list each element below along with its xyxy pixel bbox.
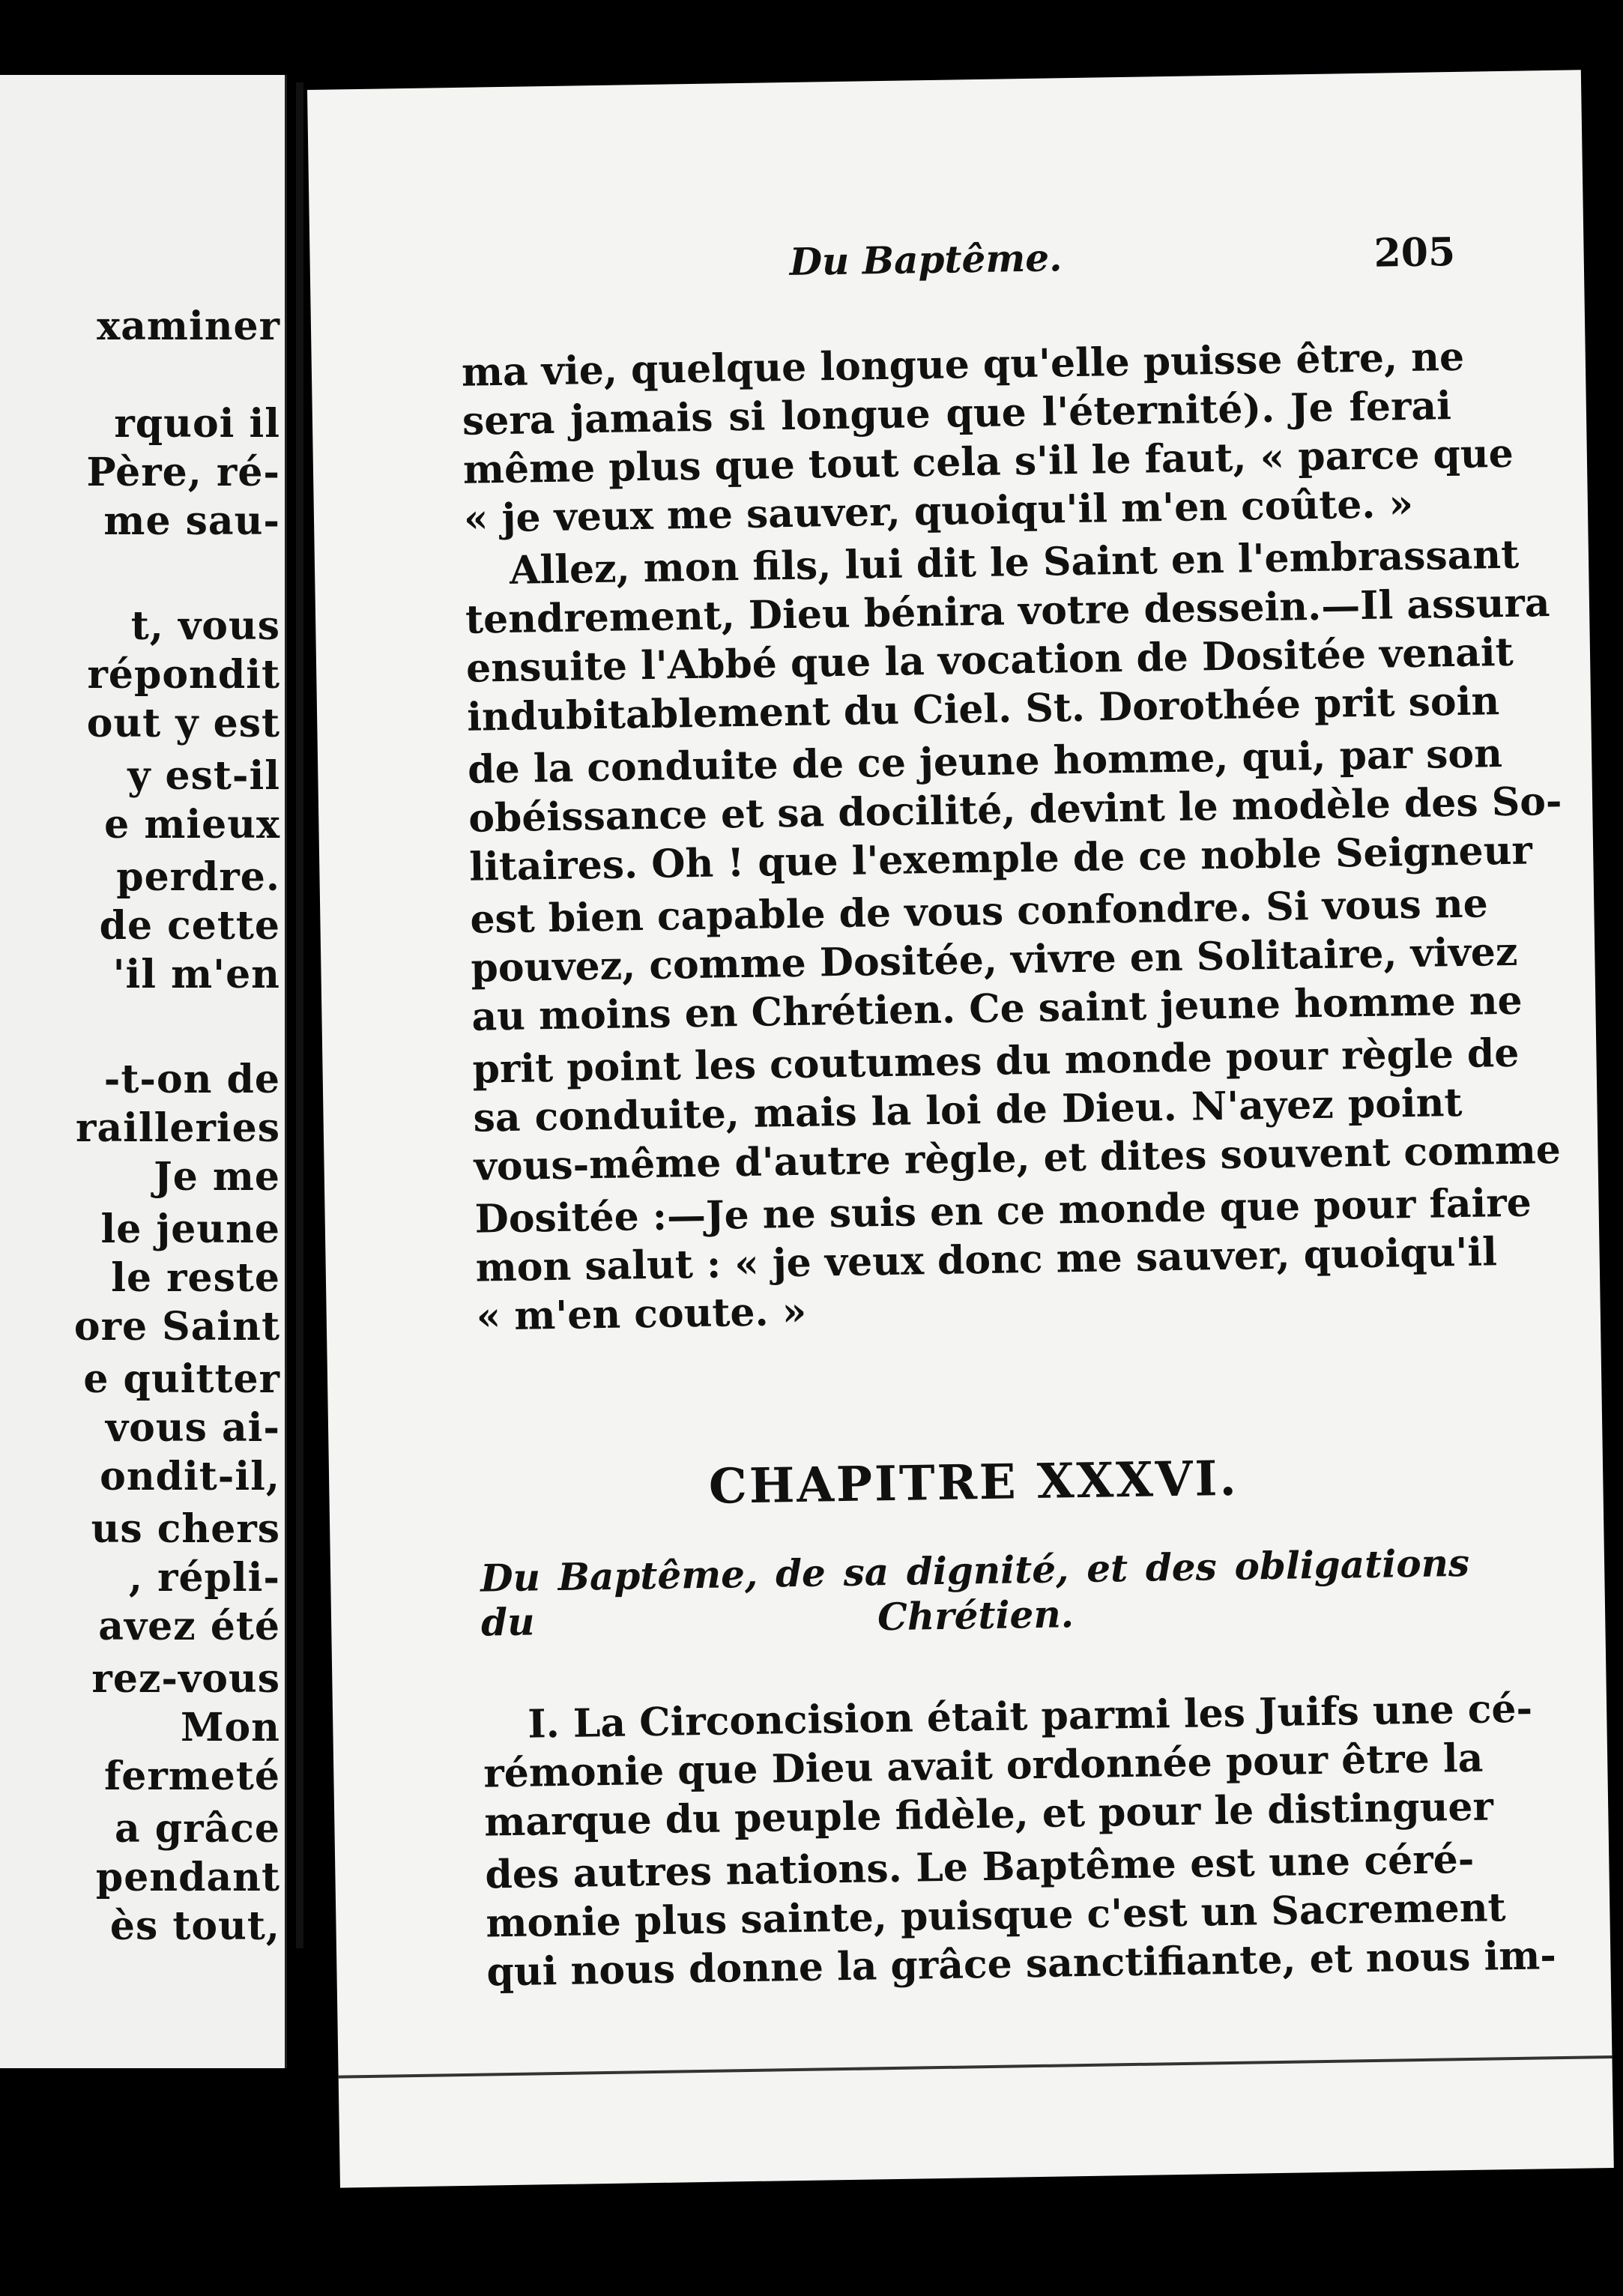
chapter-subtitle: Du Baptême, de sa dignité, et des obligations du — [480, 1540, 1470, 1645]
paragraph-line: sa conduite, mais la loi de Dieu. N'ayez point — [473, 1079, 1463, 1141]
paragraph-line: est bien capable de vous confondre. Si vous ne — [469, 880, 1489, 943]
paragraph-line: mon salut : « je veux donc me sauver, quoiqu'il — [475, 1229, 1498, 1291]
gutter-line — [296, 82, 303, 1948]
left-line: out y est — [86, 701, 280, 746]
bottom-rule — [339, 2055, 1613, 2079]
section-line: rémonie que Dieu avait ordonnée pour être la — [483, 1735, 1484, 1797]
left-line: de cette — [99, 903, 280, 949]
left-line: ès tout, — [109, 1903, 280, 1949]
section-line: marque du peuple fidèle, et pour le distinguer — [483, 1783, 1494, 1846]
section-line: des autres nations. Le Baptême est une céré- — [484, 1836, 1475, 1898]
paragraph-line: au moins en Chrétien. Ce saint jeune homme ne — [471, 977, 1523, 1040]
left-line: 'il m'en — [112, 952, 280, 997]
left-line: railleries — [76, 1105, 280, 1151]
left-line: vous ai- — [105, 1405, 280, 1451]
left-line: t, vous — [130, 603, 280, 649]
left-line: le reste — [111, 1255, 280, 1301]
paragraph-line: sera jamais si longue que l'éternité). Je ferai — [462, 383, 1452, 444]
left-line: rez-vous — [91, 1656, 280, 1702]
paragraph-line: « je veux me sauver, quoiqu'il m'en coûte. » — [463, 480, 1414, 542]
paragraph-line: même plus que tout cela s'il le faut, « parce que — [462, 430, 1514, 493]
left-line: le jeune — [100, 1206, 280, 1252]
paragraph-line: prit point les coutumes du monde pour règle de — [472, 1030, 1520, 1093]
left-line: e quitter — [83, 1356, 280, 1402]
left-line: Père, ré- — [86, 450, 280, 495]
left-line: xaminer — [97, 303, 280, 349]
left-line: a grâce — [115, 1806, 280, 1852]
left-line: avez été — [98, 1604, 280, 1649]
paragraph-line: vous-même d'autre règle, et dites souvent comme — [474, 1126, 1562, 1190]
paragraph-line: pouvez, comme Dositée, vivre en Solitaire, vivez — [470, 928, 1518, 991]
left-line: fermeté — [103, 1753, 280, 1799]
running-head: Du Baptême. — [789, 235, 1063, 284]
page-number: 205 — [1373, 229, 1456, 277]
left-line: Mon — [180, 1705, 280, 1750]
right-page — [307, 70, 1614, 2187]
chapter-title: CHAPITRE XXXVI. — [708, 1450, 1239, 1515]
section-line: monie plus sainte, puisque c'est un Sacrement — [485, 1885, 1507, 1947]
paragraph-line: ma vie, quelque longue qu'elle puisse être, ne — [461, 333, 1465, 396]
left-line: perdre. — [116, 854, 280, 900]
left-line: Je me — [154, 1154, 280, 1200]
paragraph-line: de la conduite de ce jeune homme, qui, par son — [467, 731, 1503, 793]
left-line: e mieux — [104, 802, 280, 848]
paragraph-line: tendrement, Dieu bénira votre dessein.—Il assura — [465, 580, 1550, 643]
left-line: y est-il — [127, 753, 280, 799]
left-line: répondit — [87, 652, 280, 698]
paragraph-line: indubitablement du Ciel. St. Dorothée prit soin — [466, 678, 1500, 740]
paragraph-line: obéissance et sa docilité, devint le modèle des So- — [468, 778, 1562, 842]
left-line: , répli- — [128, 1555, 280, 1601]
paragraph-line: ensuite l'Abbé que la vocation de Dositée venait — [465, 629, 1514, 692]
left-line: ondit-il, — [100, 1454, 280, 1499]
paragraph-line: « m'en coute. » — [476, 1288, 807, 1340]
left-line: ore Saint — [73, 1304, 280, 1350]
left-line: pendant — [95, 1855, 280, 1900]
chapter-subtitle: Chrétien. — [877, 1592, 1075, 1640]
left-line: rquoi il — [114, 401, 280, 447]
left-line: us chers — [91, 1506, 280, 1552]
paragraph-line: Allez, mon fils, lui dit le Saint en l'embrassant — [509, 531, 1520, 593]
paragraph-line: litaires. Oh ! que l'exemple de ce noble Seigneur — [468, 827, 1533, 890]
section-line: qui nous donne la grâce sanctifiante, et nous im- — [486, 1933, 1557, 1996]
left-page-fragment — [0, 75, 287, 2068]
left-line: -t-on de — [103, 1057, 280, 1102]
section-line: I. La Circoncision était parmi les Juifs une cé- — [527, 1685, 1533, 1747]
left-line: me sau- — [103, 498, 280, 544]
paragraph-line: Dositée :—Je ne suis en ce monde que pour faire — [474, 1179, 1532, 1242]
